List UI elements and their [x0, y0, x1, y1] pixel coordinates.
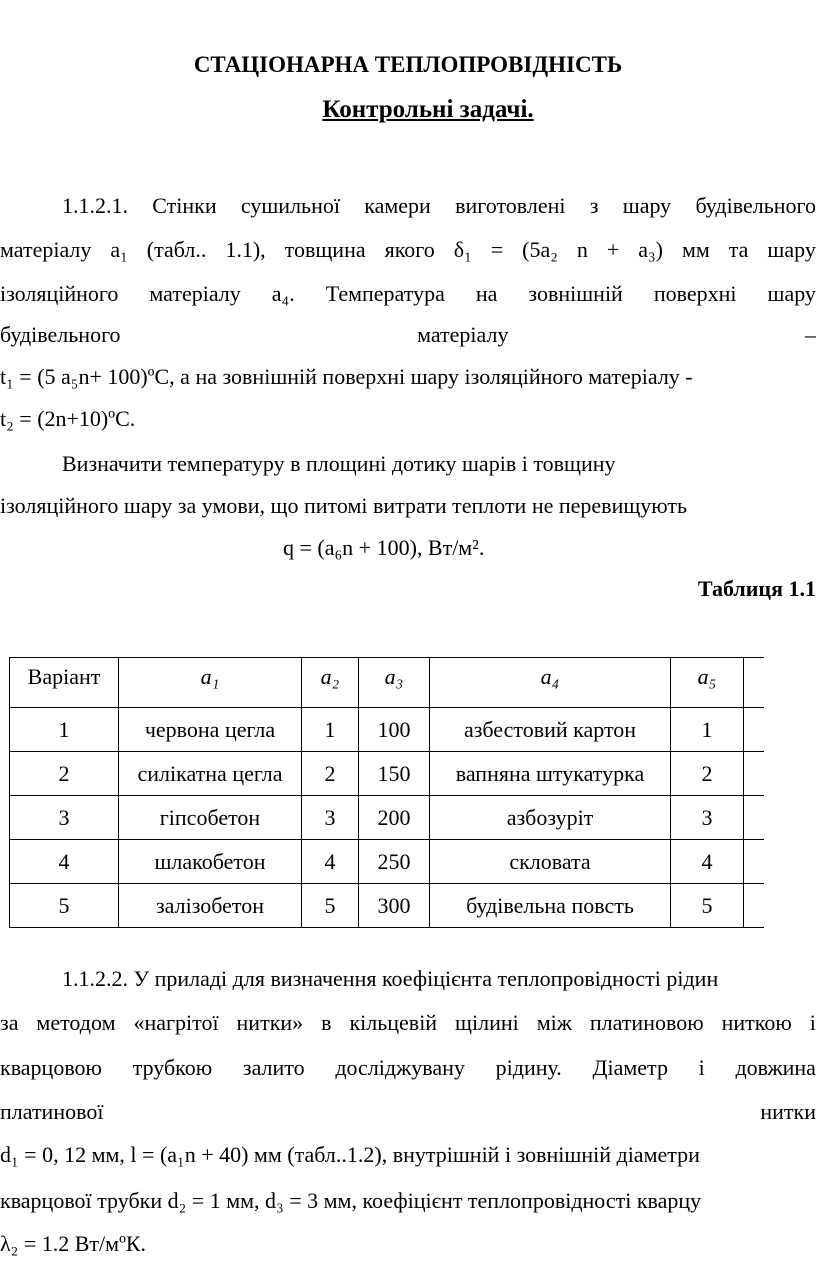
word: будівельного: [695, 193, 816, 218]
word: матеріалу: [417, 322, 509, 347]
word: рідину.: [495, 1055, 562, 1080]
p3-line-5: d₁ = 0, 12 мм, l = (a₁n + 40) мм (табл..1.2), внутрішній і зовнішній діаметри: [0, 1142, 700, 1167]
table-cell: 100: [359, 708, 430, 752]
word: з: [589, 193, 599, 218]
table-cell: 3: [302, 796, 359, 840]
page-title: СТАЦІОНАРНА ТЕПЛОПРОВІДНІСТЬ: [193, 52, 623, 77]
p1-line-3: [0, 281, 816, 307]
table-caption: Таблиця 1.1: [697, 576, 816, 601]
table-cell: вапняна штукатурка: [430, 752, 671, 796]
p3-line-3: [0, 1055, 816, 1081]
word: та: [728, 237, 749, 262]
word: +: [606, 237, 620, 262]
section-subtitle: Контрольні задачі.: [322, 96, 534, 123]
word: досліджувану: [335, 1055, 465, 1080]
word: δ₁: [453, 237, 472, 262]
header-a4: a₄: [430, 658, 671, 708]
p1-line-2: [0, 237, 816, 263]
table-cell: 1: [302, 708, 359, 752]
table-cell: 2: [10, 752, 119, 796]
word: платинової: [0, 1099, 104, 1124]
table-row: [10, 796, 765, 840]
word: платиновою: [589, 1010, 704, 1035]
table-cut-column: [744, 840, 765, 884]
word: залито: [242, 1055, 305, 1080]
table-cut-column: [744, 884, 765, 928]
p3-line-7: λ₂ = 1.2 Вт/мºК.: [0, 1231, 147, 1256]
word: n: [576, 237, 588, 262]
word: і: [698, 1055, 705, 1080]
table-cut-column: [744, 752, 765, 796]
p3-line-6: кварцової трубки d₂ = 1 мм, d₃ = 3 мм, коефіцієнт теплопровідності кварцу: [0, 1188, 702, 1213]
word: a₄.: [271, 281, 295, 306]
p1-line-4: [0, 322, 816, 348]
p1-line-5: t₁ = (5 a₅n+ 100)ºС, а на зовнішній поверхні шару ізоляційного матеріалу -: [0, 364, 693, 389]
header-a2: a₂: [302, 658, 359, 708]
word: ізоляційного: [0, 281, 119, 306]
word: за: [0, 1010, 19, 1035]
table-cell: скловата: [430, 840, 671, 884]
word: a₃): [638, 237, 663, 262]
word: зовнішній: [528, 281, 623, 306]
p1-line-6: t₂ = (2n+10)ºС.: [0, 406, 136, 431]
header-a3: a₃: [359, 658, 430, 708]
table-row: [10, 840, 765, 884]
table-cell: 4: [10, 840, 119, 884]
word: щілині: [455, 1010, 519, 1035]
word: (табл..: [146, 237, 207, 262]
p2-line-1: Визначити температуру в площині дотику шарів і товщину: [62, 451, 616, 476]
p2-formula: q = (a₆n + 100), Вт/м².: [283, 535, 485, 560]
table-cell: гіпсобетон: [119, 796, 302, 840]
word: методом: [36, 1010, 116, 1035]
p1-line-1: [0, 193, 816, 219]
word: Діаметр: [592, 1055, 668, 1080]
table-header-row: [10, 658, 765, 708]
word: виготовлені: [455, 193, 566, 218]
p3-line-4: [0, 1099, 816, 1125]
table-cell: червона цегла: [119, 708, 302, 752]
word: матеріалу: [149, 281, 241, 306]
table-cell: залізобетон: [119, 884, 302, 928]
word: ниткою: [721, 1010, 792, 1035]
word: якого: [384, 237, 435, 262]
word: поверхні: [653, 281, 737, 306]
table-cell: азбестовий картон: [430, 708, 671, 752]
table-cell: 4: [302, 840, 359, 884]
word: довжина: [735, 1055, 816, 1080]
table-cell: 250: [359, 840, 430, 884]
table-cell: 200: [359, 796, 430, 840]
table-cell: 3: [10, 796, 119, 840]
table-cell: 300: [359, 884, 430, 928]
word: «нагрітої: [133, 1010, 219, 1035]
word: –: [805, 322, 816, 347]
p3-line-1: 1.1.2.2. У приладі для визначення коефіцієнта теплопровідності рідин: [62, 966, 719, 991]
table-cell: 5: [10, 884, 119, 928]
table-cell: шлакобетон: [119, 840, 302, 884]
p3-line-2: [0, 1010, 816, 1036]
table-cell: азбозуріт: [430, 796, 671, 840]
header-a1: a₁: [119, 658, 302, 708]
word: кварцовою: [0, 1055, 102, 1080]
word: кільцевій: [349, 1010, 438, 1035]
word: нитки: [760, 1099, 816, 1124]
table-cell: силікатна цегла: [119, 752, 302, 796]
word: 1.1.2.1.: [62, 193, 128, 218]
word: трубкою: [132, 1055, 213, 1080]
word: нитки»: [236, 1010, 304, 1035]
table-cell: 1: [671, 708, 744, 752]
table-cell: 5: [671, 884, 744, 928]
word: між: [536, 1010, 572, 1035]
p2-line-2: ізоляційного шару за умови, що питомі витрати теплоти не перевищують: [0, 493, 688, 518]
word: і: [809, 1010, 816, 1035]
table-cell: 5: [302, 884, 359, 928]
word: на: [475, 281, 498, 306]
word: a₁: [110, 237, 128, 262]
word: 1.1),: [225, 237, 266, 262]
word: сушильної: [240, 193, 340, 218]
word: товщина: [284, 237, 366, 262]
word: в: [321, 1010, 332, 1035]
word: =: [490, 237, 504, 262]
table-row: [10, 708, 765, 752]
word: Температура: [325, 281, 445, 306]
word: шару: [767, 237, 816, 262]
table-cut-column: [744, 708, 765, 752]
table-cell: 1: [10, 708, 119, 752]
header-variant: Варіант: [10, 658, 119, 708]
table-row: [10, 752, 765, 796]
table-cut-column: [744, 658, 765, 708]
table-cell: будівельна повсть: [430, 884, 671, 928]
word: матеріалу: [0, 237, 92, 262]
word: (5a₂: [522, 237, 558, 262]
table-cell: 2: [302, 752, 359, 796]
table-cell: 4: [671, 840, 744, 884]
table-cut-column: [744, 796, 765, 840]
word: камери: [364, 193, 431, 218]
word: шару: [767, 281, 816, 306]
word: мм: [681, 237, 710, 262]
table-cell: 3: [671, 796, 744, 840]
word: шару: [622, 193, 672, 218]
word: будівельного: [0, 322, 121, 347]
table-cell: 150: [359, 752, 430, 796]
header-a5: a₅: [671, 658, 744, 708]
table-row: [10, 884, 765, 928]
word: Стінки: [152, 193, 217, 218]
table-cell: 2: [671, 752, 744, 796]
data-table: [9, 657, 764, 928]
